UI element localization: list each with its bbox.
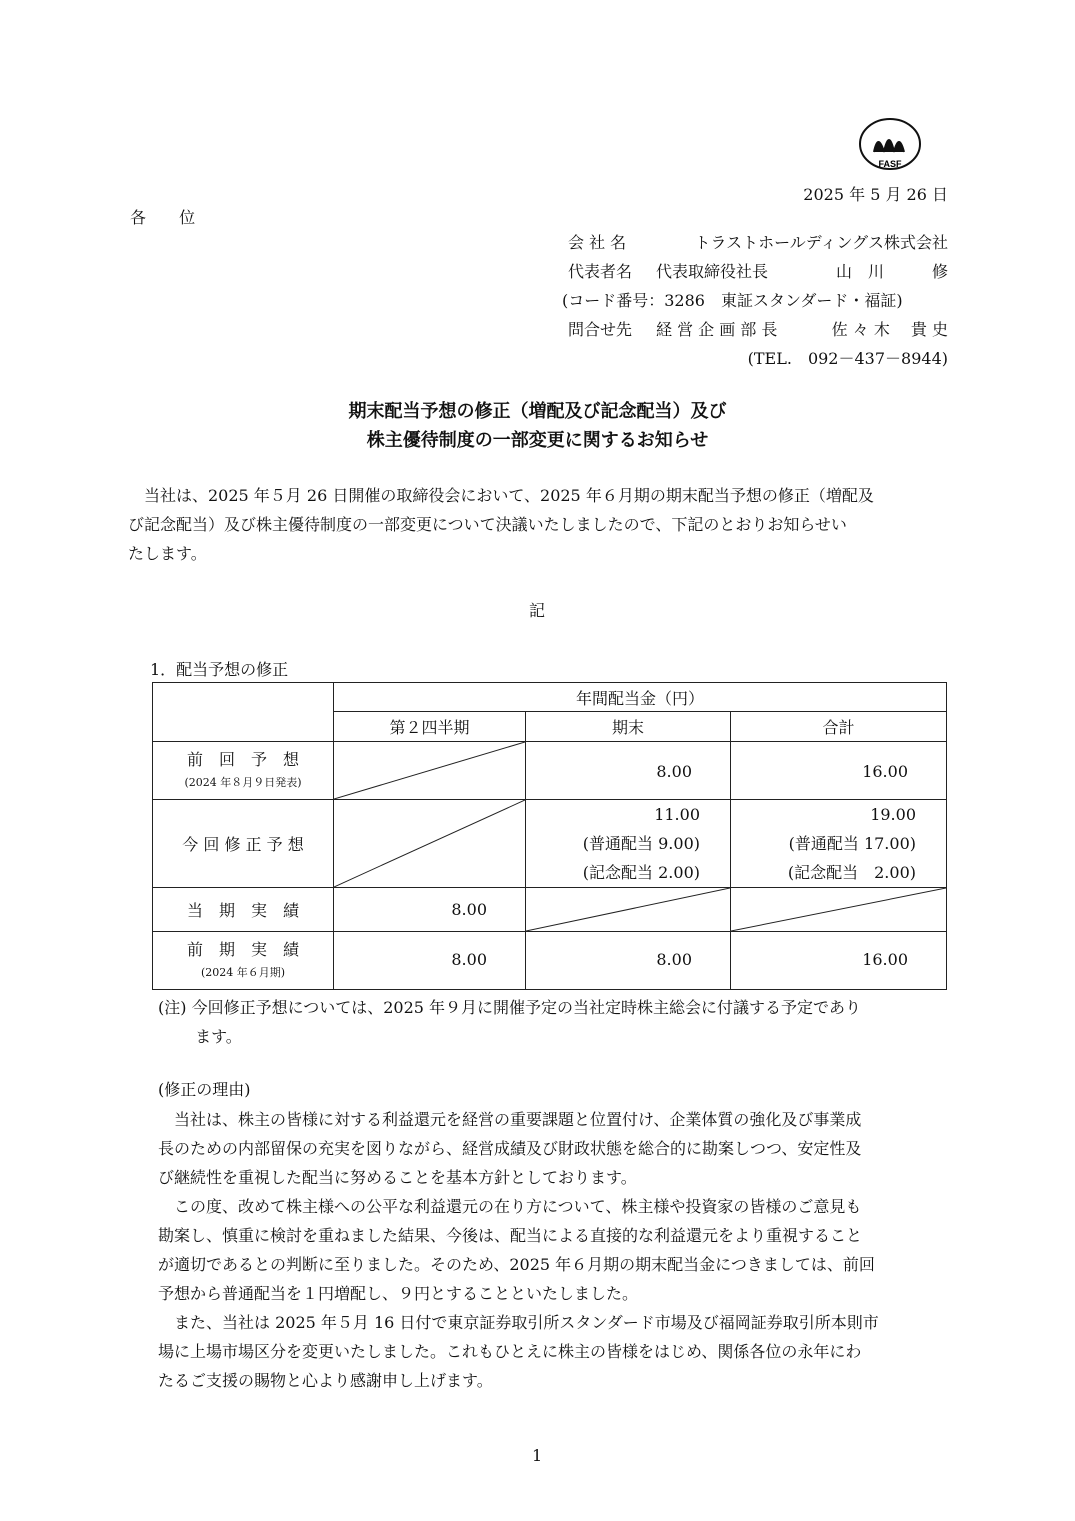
fasf-logo [854,118,926,172]
cell-curr-q2 [334,888,526,932]
stock-code: (コード番号：3286 東証スタンダード・福証) [562,291,903,310]
diagonal-line [334,800,525,887]
intro-line: 当社は、2025 年５月 26 日開催の取締役会において、2025 年６月期の期末配当予想の修正（増配及 [128,486,874,505]
diagonal-line [334,742,525,799]
representative-title: 代表取締役社長 [656,262,769,281]
cell-prev-q2 [334,742,526,800]
company-label: 会 社 名 [568,233,627,252]
table-note [158,993,948,1051]
company-name: トラストホールディングス株式会社 [694,233,948,252]
table-corner [153,683,334,742]
reason-line: 場に上場市場区分を変更いたしました。これもひとえに株主の皆様をはじめ、関係各位の永年にわ [158,1342,862,1361]
reason-line: 長のための内部留保の充実を図りながら、経営成績及び財政状態を総合的に勘案しつつ、安定性及 [158,1139,862,1158]
cell-rev-total [731,800,947,888]
representative-label: 代表者名 [568,262,633,281]
value: 16.00 [862,950,908,969]
contact-title: 経 営 企 画 部 長 [656,320,778,339]
value: 19.00 [870,805,916,824]
page-number: 1 [532,1446,543,1465]
reason-line: たるご支援の賜物と心より感謝申し上げます。 [158,1371,493,1390]
value-ordinary: (普通配当 9.00) [582,834,700,853]
reason-line: 勘案し、慎重に検討を重ねました結果、今後は、配当による直接的な利益還元をより重視すること [158,1226,863,1245]
row-label-last [153,932,334,990]
cell-prev-total [731,742,947,800]
cell-rev-end [526,800,731,888]
row-label-text: 前 回 予 想 [186,749,299,769]
reason-line: が適切であるとの判断に至りました。そのため、2025 年６月期の期末配当金につきましては、前回 [158,1255,875,1274]
value: 11.00 [654,805,700,824]
value: 8.00 [451,900,487,919]
reason-heading: (修正の理由) [158,1080,251,1099]
note-line: (注) 今回修正予想については、2025 年９月に開催予定の当社定時株主総会に付議する予定であり [158,998,862,1017]
value: 8.00 [656,762,692,781]
table-row [153,888,947,932]
contact-tel: (TEL. 092－437－8944) [747,349,948,368]
representative-name: 山 川 修 [835,262,948,281]
value-commemorative: (記念配当 2.00) [582,863,700,882]
row-label-sub: (2024 年６月期) [200,965,286,979]
reason-line: 予想から普通配当を１円増配し、９円とすることといたしました。 [158,1284,639,1303]
svg-text:FASF: FASF [878,159,902,169]
group-header: 年間配当金（円） [334,683,947,712]
diagonal-line [526,888,730,931]
document-title-line2: 株主優待制度の一部変更に関するお知らせ [366,430,709,451]
col-header-end: 期末 [526,712,731,742]
col-header-total: 合計 [731,712,947,742]
cell-prev-end [526,742,731,800]
table-row [153,932,947,990]
addressee: 各 位 [130,208,210,227]
value-ordinary: (普通配当 17.00) [788,834,916,853]
row-label-sub: (2024 年８月９日発表) [184,775,302,789]
section-heading: 1．配当予想の修正 [150,660,289,679]
value: 8.00 [656,950,692,969]
reason-line: 当社は、株主の皆様に対する利益還元を経営の重要課題と位置付け、企業体質の強化及び事業成 [158,1110,862,1129]
table-row [153,742,947,800]
cell-curr-end [526,888,731,932]
cell-last-q2 [334,932,526,990]
ki-heading: 記 [529,601,546,620]
value: 16.00 [862,762,908,781]
intro-line: び記念配当）及び株主優待制度の一部変更について決議いたしましたので、下記のとおりお知らせい [128,515,847,534]
cell-rev-q2 [334,800,526,888]
intro-line: たします。 [128,544,207,563]
row-label-prev [153,742,334,800]
table-row [153,800,947,888]
contact-name: 佐 々 木 貴 史 [831,320,948,339]
cell-last-end [526,932,731,990]
company-info [562,228,948,373]
note-line: ます。 [158,1027,242,1046]
dividend-table [152,682,947,990]
value-commemorative: (記念配当 2.00) [787,863,916,882]
intro-paragraph [128,481,946,568]
reason-line: この度、改めて株主様への公平な利益還元の在り方について、株主様や投資家の皆様のご意見も [158,1197,862,1216]
release-date: 2025 年 5 月 26 日 [803,185,948,204]
contact-label: 問合せ先 [568,320,633,339]
col-header-q2: 第２四半期 [334,712,526,742]
document-title-line1: 期末配当予想の修正（増配及び記念配当）及び [348,401,727,422]
diagonal-line [731,888,946,931]
row-label-rev: 今 回 修 正 予 想 [153,800,334,888]
reason-line: び継続性を重視した配当に努めることを基本方針としております。 [158,1168,637,1187]
row-label-text: 前 期 実 績 [186,939,299,959]
cell-curr-total [731,888,947,932]
row-label-curr: 当 期 実 績 [153,888,334,932]
reason-line: また、当社は 2025 年５月 16 日付で東京証券取引所スタンダード市場及び福岡証券取引所本則市 [158,1313,879,1332]
value: 8.00 [451,950,487,969]
reason-paragraph [158,1105,948,1395]
cell-last-total [731,932,947,990]
